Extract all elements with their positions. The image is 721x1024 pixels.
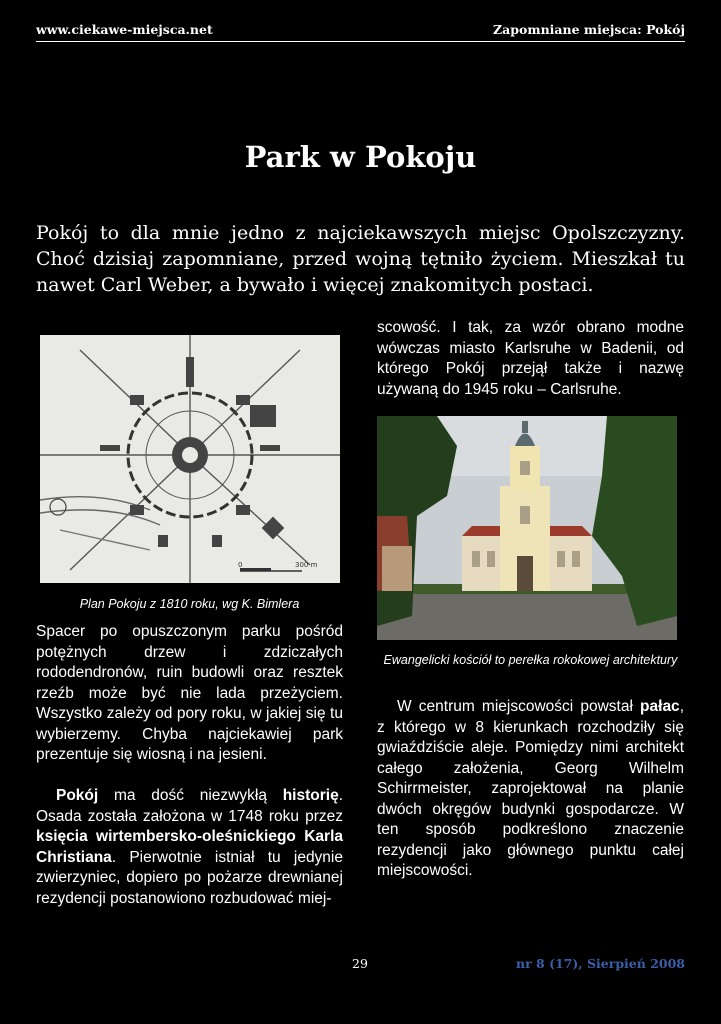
- right-paragraph-2: [377, 697, 684, 882]
- text-span-5: , z którego w 8 kierunkach rozchodziły się gwiaździście aleje. Pomiędzy nimi architekt całego założenia, Georg Wilhelm Schirrmeister, zaprojektował na planie dwóch okręgów budynki gospodarcze. W ten sposób podkreślono znaczenie rezydencji jako głównego punktu całej miejscowości.: [377, 698, 684, 879]
- left-paragraph-2: [36, 786, 343, 909]
- right-column-bottom: [377, 697, 684, 882]
- site-url: www.ciekawe-miejsca.net: [36, 22, 213, 37]
- bold-pokoj: Pokój: [56, 787, 99, 804]
- right-paragraph-1: scowość. I tak, za wzór obrano modne wówczas miasto Karlsruhe w Badenii, od którego Pokój przejął także i nazwę używaną do 1945 roku – Carlsruhe.: [377, 319, 684, 398]
- text-span-2: . Osada została założona w 1748 roku przez: [36, 787, 343, 825]
- bold-palac: pałac: [640, 698, 680, 715]
- left-column: [36, 622, 343, 909]
- left-paragraph-1: Spacer po opuszczonym parku pośród potężnych drzew i zdziczałych rododendronów, ruin budowli oraz resztek rzeźb może być nie lada przeżyciem. Wszystko zależy od pory roku, w jakiej się tu wybierzemy. Chyba najciekawiej park prezentuje się wiosną i na jesieni.: [36, 623, 343, 763]
- map-caption: Plan Pokoju z 1810 roku, wg K. Bimlera: [79, 597, 300, 611]
- right-column-top: [377, 318, 684, 400]
- scale-end-label: 300 m: [295, 561, 318, 569]
- church-photo: [377, 416, 677, 640]
- issue-info: nr 8 (17), Sierpień 2008: [516, 956, 685, 971]
- article-title: Park w Pokoju: [244, 140, 477, 174]
- church-illustration: [377, 416, 677, 640]
- article-lead: Pokój to dla mnie jedno z najciekawszych miejsc Opolszczyzny. Choć dzisiaj zapomniane, przed wojną tętniło życiem. Mieszkał tu nawet Carl Weber, a bywało i więcej znakomitych postaci.: [36, 222, 685, 296]
- text-span-4: W centrum miejscowości powstał: [397, 698, 641, 715]
- church-caption: Ewangelicki kościół to perełka rokokowej architektury: [383, 653, 678, 667]
- header-rule: [36, 41, 685, 42]
- scale-zero-label: 0: [238, 561, 243, 569]
- bold-historie: historię: [282, 787, 339, 804]
- page-number: 29: [352, 956, 368, 971]
- text-span-3: . Pierwotnie istniał tu jedynie zwierzyniec, dopiero po pożarze drewnianej rezydencji postanowiono rozbudować miej-: [36, 848, 343, 907]
- town-plan-illustration: [40, 335, 340, 583]
- text-span-1: ma dość niezwykłą: [98, 787, 283, 804]
- bold-ksiecia: księcia wirtembersko-oleśnickiego Karla Christiana: [36, 828, 343, 866]
- section-title: Zapomniane miejsca: Pokój: [493, 22, 685, 37]
- map-figure: [40, 335, 340, 583]
